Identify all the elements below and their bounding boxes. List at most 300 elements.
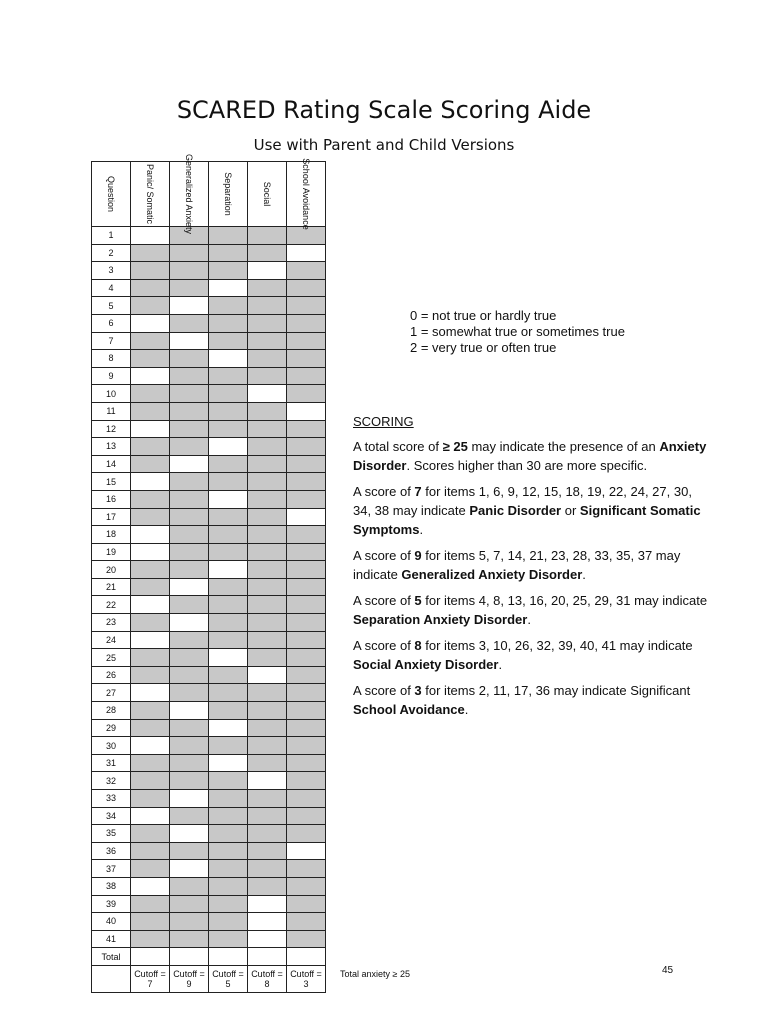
shaded-cell (170, 385, 209, 403)
shaded-cell (170, 649, 209, 667)
table-row (92, 314, 326, 332)
table-row (92, 420, 326, 438)
shaded-cell (209, 825, 248, 843)
shaded-cell (287, 561, 326, 579)
score-cell (131, 526, 170, 544)
shaded-cell (170, 244, 209, 262)
shaded-cell (287, 684, 326, 702)
scoring-section (353, 412, 713, 726)
shaded-cell (170, 807, 209, 825)
shaded-cell (170, 842, 209, 860)
question-number: 37 (92, 860, 131, 878)
shaded-cell (287, 807, 326, 825)
score-cell (170, 455, 209, 473)
shaded-cell (248, 350, 287, 368)
shaded-cell (170, 508, 209, 526)
shaded-cell (287, 895, 326, 913)
shaded-cell (170, 438, 209, 456)
total-row (92, 948, 326, 966)
shaded-cell (170, 596, 209, 614)
shaded-cell (209, 666, 248, 684)
shaded-cell (131, 561, 170, 579)
shaded-cell (209, 402, 248, 420)
scoring-paragraph-social: A score of 8 for items 3, 10, 26, 32, 39, 40, 41 may indicate Social Anxiety Disorder. (353, 638, 693, 672)
shaded-cell (209, 262, 248, 280)
shaded-cell (131, 455, 170, 473)
question-number: 33 (92, 790, 131, 808)
shaded-cell (131, 297, 170, 315)
score-cell (287, 402, 326, 420)
shaded-cell (170, 877, 209, 895)
scoring-paragraph-school: A score of 3 for items 2, 11, 17, 36 may indicate Significant School Avoidance. (353, 683, 691, 717)
question-number: 21 (92, 578, 131, 596)
shaded-cell (248, 508, 287, 526)
shaded-cell (248, 314, 287, 332)
header-separation (209, 162, 248, 227)
question-number: 20 (92, 561, 131, 579)
page-subtitle: Use with Parent and Child Versions (253, 136, 515, 154)
shaded-cell (131, 930, 170, 948)
table-row (92, 473, 326, 491)
question-number: 39 (92, 895, 131, 913)
header-generalized-anxiety-label: Generalized Anxiety (184, 153, 194, 235)
score-cell (248, 930, 287, 948)
table-row (92, 244, 326, 262)
table-row (92, 631, 326, 649)
shaded-cell (248, 420, 287, 438)
score-cell (209, 719, 248, 737)
shaded-cell (209, 473, 248, 491)
shaded-cell (248, 596, 287, 614)
shaded-cell (170, 772, 209, 790)
cutoff-school: Cutoff = 3 (287, 965, 326, 992)
score-cell (248, 262, 287, 280)
question-number: 36 (92, 842, 131, 860)
table-row (92, 297, 326, 315)
table-row (92, 913, 326, 931)
table-row (92, 790, 326, 808)
shaded-cell (248, 860, 287, 878)
score-cell (170, 860, 209, 878)
shaded-cell (209, 895, 248, 913)
shaded-cell (287, 790, 326, 808)
score-cell (209, 561, 248, 579)
question-number: 27 (92, 684, 131, 702)
question-number: 4 (92, 279, 131, 297)
shaded-cell (287, 526, 326, 544)
shaded-cell (209, 631, 248, 649)
shaded-cell (131, 719, 170, 737)
question-number: 2 (92, 244, 131, 262)
question-number: 40 (92, 913, 131, 931)
score-cell (131, 631, 170, 649)
table-row (92, 332, 326, 350)
shaded-cell (287, 719, 326, 737)
shaded-cell (248, 754, 287, 772)
score-cell (170, 578, 209, 596)
header-social (248, 162, 287, 227)
shaded-cell (209, 526, 248, 544)
shaded-cell (131, 262, 170, 280)
shaded-cell (170, 737, 209, 755)
question-number: 31 (92, 754, 131, 772)
shaded-cell (131, 825, 170, 843)
question-number: 19 (92, 543, 131, 561)
scoring-paragraph-separation: A score of 5 for items 4, 8, 13, 16, 20, 25, 29, 31 may indicate Separation Anxiety Disorder. (353, 593, 708, 627)
table-row (92, 842, 326, 860)
scoring-heading: SCORING (353, 414, 414, 429)
shaded-cell (170, 350, 209, 368)
table-row (92, 930, 326, 948)
shaded-cell (170, 473, 209, 491)
table-row (92, 490, 326, 508)
shaded-cell (131, 438, 170, 456)
shaded-cell (170, 930, 209, 948)
shaded-cell (209, 930, 248, 948)
score-cell (131, 807, 170, 825)
rating-legend (410, 308, 625, 356)
score-cell (248, 385, 287, 403)
legend-item: 1 = somewhat true or sometimes true (410, 324, 625, 339)
shaded-cell (131, 385, 170, 403)
shaded-cell (131, 860, 170, 878)
shaded-cell (170, 913, 209, 931)
table-row (92, 684, 326, 702)
header-school-avoidance (287, 158, 326, 230)
shaded-cell (287, 543, 326, 561)
shaded-cell (209, 367, 248, 385)
page-number: 45 (662, 965, 674, 976)
table-row (92, 262, 326, 280)
shaded-cell (170, 684, 209, 702)
table-row (92, 807, 326, 825)
table-row (92, 772, 326, 790)
shaded-cell (248, 367, 287, 385)
shaded-cell (131, 895, 170, 913)
table-body (92, 227, 326, 948)
shaded-cell (248, 543, 287, 561)
question-number: 34 (92, 807, 131, 825)
header-panic-somatic (131, 162, 170, 227)
question-number: 1 (92, 227, 131, 245)
table-row (92, 702, 326, 720)
table-row (92, 860, 326, 878)
legend-item: 0 = not true or hardly true (410, 308, 557, 323)
shaded-cell (248, 842, 287, 860)
shaded-cell (209, 614, 248, 632)
shaded-cell (287, 367, 326, 385)
shaded-cell (170, 561, 209, 579)
shaded-cell (248, 719, 287, 737)
table-row (92, 578, 326, 596)
shaded-cell (131, 279, 170, 297)
table-row (92, 227, 326, 245)
shaded-cell (131, 350, 170, 368)
score-cell (209, 350, 248, 368)
shaded-cell (209, 877, 248, 895)
shaded-cell (131, 508, 170, 526)
question-number: 30 (92, 737, 131, 755)
header-generalized-anxiety (170, 153, 209, 235)
shaded-cell (170, 526, 209, 544)
question-number: 3 (92, 262, 131, 280)
shaded-cell (170, 666, 209, 684)
shaded-cell (287, 262, 326, 280)
total-anxiety-note: Total anxiety ≥ 25 (340, 969, 410, 979)
shaded-cell (248, 297, 287, 315)
shaded-cell (170, 402, 209, 420)
shaded-cell (131, 666, 170, 684)
header-social-label: Social (262, 181, 272, 207)
question-number: 17 (92, 508, 131, 526)
shaded-cell (287, 825, 326, 843)
cutoff-social: Cutoff = 8 (248, 965, 287, 992)
total-label: Total (92, 948, 131, 966)
shaded-cell (248, 578, 287, 596)
question-number: 8 (92, 350, 131, 368)
table-row (92, 279, 326, 297)
shaded-cell (287, 596, 326, 614)
shaded-cell (131, 244, 170, 262)
shaded-cell (248, 332, 287, 350)
shaded-cell (248, 279, 287, 297)
shaded-cell (170, 367, 209, 385)
table-row (92, 508, 326, 526)
score-cell (131, 737, 170, 755)
shaded-cell (248, 402, 287, 420)
cutoff-empty-cell (92, 965, 131, 992)
table-row (92, 877, 326, 895)
question-number: 10 (92, 385, 131, 403)
shaded-cell (287, 455, 326, 473)
shaded-cell (131, 790, 170, 808)
shaded-cell (248, 227, 287, 245)
question-number: 29 (92, 719, 131, 737)
total-cell (170, 948, 209, 966)
shaded-cell (131, 402, 170, 420)
shaded-cell (248, 807, 287, 825)
shaded-cell (170, 490, 209, 508)
question-number: 38 (92, 877, 131, 895)
score-cell (209, 754, 248, 772)
shaded-cell (209, 508, 248, 526)
shaded-cell (131, 702, 170, 720)
shaded-cell (287, 702, 326, 720)
shaded-cell (131, 614, 170, 632)
shaded-cell (131, 649, 170, 667)
shaded-cell (209, 314, 248, 332)
shaded-cell (248, 438, 287, 456)
shaded-cell (209, 420, 248, 438)
shaded-cell (209, 332, 248, 350)
shaded-cell (248, 737, 287, 755)
shaded-cell (287, 649, 326, 667)
shaded-cell (287, 385, 326, 403)
score-cell (131, 596, 170, 614)
score-cell (287, 244, 326, 262)
question-number: 6 (92, 314, 131, 332)
score-cell (248, 666, 287, 684)
question-number: 12 (92, 420, 131, 438)
table-row (92, 737, 326, 755)
shaded-cell (287, 297, 326, 315)
score-cell (209, 649, 248, 667)
shaded-cell (170, 314, 209, 332)
score-cell (131, 367, 170, 385)
shaded-cell (209, 807, 248, 825)
shaded-cell (248, 825, 287, 843)
shaded-cell (209, 913, 248, 931)
question-number: 13 (92, 438, 131, 456)
shaded-cell (248, 455, 287, 473)
header-separation-label: Separation (223, 172, 233, 216)
question-number: 35 (92, 825, 131, 843)
question-number: 16 (92, 490, 131, 508)
shaded-cell (209, 244, 248, 262)
total-cell (287, 948, 326, 966)
shaded-cell (170, 895, 209, 913)
scoring-table (91, 153, 326, 993)
score-cell (248, 913, 287, 931)
question-number: 41 (92, 930, 131, 948)
total-cell (131, 948, 170, 966)
shaded-cell (209, 702, 248, 720)
shaded-cell (287, 350, 326, 368)
question-number: 23 (92, 614, 131, 632)
score-cell (131, 420, 170, 438)
shaded-cell (209, 860, 248, 878)
shaded-cell (287, 438, 326, 456)
question-number: 25 (92, 649, 131, 667)
shaded-cell (287, 314, 326, 332)
score-cell (170, 297, 209, 315)
shaded-cell (170, 279, 209, 297)
score-cell (170, 702, 209, 720)
cutoff-panic: Cutoff = 7 (131, 965, 170, 992)
shaded-cell (209, 455, 248, 473)
score-cell (131, 543, 170, 561)
shaded-cell (248, 473, 287, 491)
shaded-cell (209, 790, 248, 808)
shaded-cell (170, 420, 209, 438)
shaded-cell (209, 385, 248, 403)
shaded-cell (287, 490, 326, 508)
score-cell (131, 227, 170, 245)
shaded-cell (248, 244, 287, 262)
question-number: 26 (92, 666, 131, 684)
question-number: 11 (92, 402, 131, 420)
shaded-cell (248, 490, 287, 508)
shaded-cell (287, 614, 326, 632)
shaded-cell (248, 614, 287, 632)
page-title: SCARED Rating Scale Scoring Aide (176, 96, 592, 124)
total-cell (209, 948, 248, 966)
score-cell (170, 332, 209, 350)
table-row (92, 596, 326, 614)
shaded-cell (248, 790, 287, 808)
shaded-cell (248, 649, 287, 667)
score-cell (170, 614, 209, 632)
shaded-cell (209, 227, 248, 245)
table-row (92, 367, 326, 385)
table-row (92, 754, 326, 772)
shaded-cell (209, 772, 248, 790)
shaded-cell (287, 877, 326, 895)
shaded-cell (170, 631, 209, 649)
score-cell (170, 825, 209, 843)
score-cell (209, 279, 248, 297)
table-row (92, 649, 326, 667)
score-cell (287, 842, 326, 860)
shaded-cell (287, 420, 326, 438)
legend-item: 2 = very true or often true (410, 340, 557, 355)
table-row (92, 543, 326, 561)
score-cell (248, 772, 287, 790)
question-number: 24 (92, 631, 131, 649)
shaded-cell (209, 596, 248, 614)
header-panic-somatic-label: Panic/ Somatic (145, 163, 155, 225)
table-row (92, 526, 326, 544)
shaded-cell (248, 702, 287, 720)
question-number: 14 (92, 455, 131, 473)
table-row (92, 666, 326, 684)
question-number: 9 (92, 367, 131, 385)
table-row (92, 561, 326, 579)
shaded-cell (248, 631, 287, 649)
shaded-cell (209, 684, 248, 702)
table-row (92, 719, 326, 737)
table-header-row (92, 162, 326, 227)
question-number: 15 (92, 473, 131, 491)
score-cell (170, 790, 209, 808)
shaded-cell (248, 877, 287, 895)
table-row (92, 614, 326, 632)
question-number: 5 (92, 297, 131, 315)
shaded-cell (287, 930, 326, 948)
score-cell (209, 490, 248, 508)
table-row (92, 825, 326, 843)
score-cell (131, 314, 170, 332)
shaded-cell (131, 490, 170, 508)
shaded-cell (287, 332, 326, 350)
shaded-cell (248, 684, 287, 702)
table-row (92, 350, 326, 368)
shaded-cell (131, 332, 170, 350)
shaded-cell (131, 913, 170, 931)
shaded-cell (209, 737, 248, 755)
shaded-cell (209, 297, 248, 315)
shaded-cell (248, 526, 287, 544)
cutoff-separation: Cutoff = 5 (209, 965, 248, 992)
score-cell (131, 473, 170, 491)
shaded-cell (209, 543, 248, 561)
shaded-cell (170, 719, 209, 737)
shaded-cell (287, 754, 326, 772)
question-number: 18 (92, 526, 131, 544)
scoring-paragraph-panic: A score of 7 for items 1, 6, 9, 12, 15, 18, 19, 22, 24, 27, 30, 34, 38 may indicate Panic Disorder or Significant Somatic Symptoms. (353, 484, 701, 537)
shaded-cell (131, 754, 170, 772)
scoring-paragraph-generalized: A score of 9 for items 5, 7, 14, 21, 23, 28, 33, 35, 37 may indicate Generalized Anxiety Disorder. (353, 548, 681, 582)
table-row (92, 895, 326, 913)
question-number: 28 (92, 702, 131, 720)
table-row (92, 402, 326, 420)
shaded-cell (170, 754, 209, 772)
shaded-cell (131, 578, 170, 596)
table-row (92, 455, 326, 473)
score-cell (131, 684, 170, 702)
question-number: 7 (92, 332, 131, 350)
shaded-cell (287, 913, 326, 931)
